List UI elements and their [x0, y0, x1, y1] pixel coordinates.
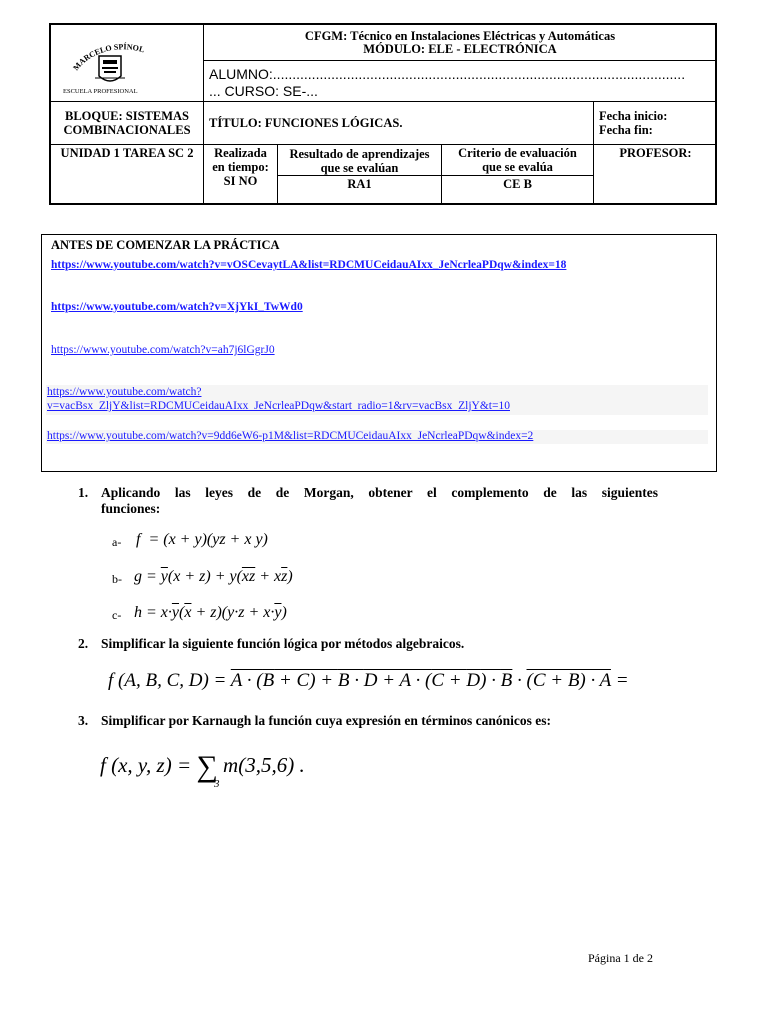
item-b-label: b- — [112, 572, 122, 586]
header-table — [49, 23, 717, 205]
alumno-field[interactable]: ALUMNO:.......................................................................................................... — [209, 66, 686, 82]
resultado-2: que se evalúan — [320, 161, 399, 175]
youtube-link-4-part2[interactable]: v=vacBsx_ZljY&list=RDCMUCeidauAIxx_JeNcrleaPDqw&start_radio=1&rv=vacBsx_ZljY&t=10 — [47, 400, 510, 412]
cfgm-title: CFGM: Técnico en Instalaciones Eléctricas y Automáticas — [304, 29, 616, 43]
svg-text:ESCUELA PROFESIONAL: ESCUELA PROFESIONAL — [63, 88, 138, 95]
school-logo — [59, 31, 199, 103]
page-number: Página 1 de 2 — [588, 951, 653, 965]
q2-number: 2. — [78, 636, 89, 651]
links-heading: ANTES DE COMENZAR LA PRÁCTICA — [51, 238, 280, 252]
bloque-label-1: BLOQUE: SISTEMAS — [65, 109, 189, 123]
equation-b: $g = \overline{y}(x + z) + y(\overline{xz} + x\overline{z})$ — [134, 568, 293, 585]
item-a-label: a- — [112, 535, 122, 549]
youtube-link-2[interactable]: https://www.youtube.com/watch?v=XjYkI_TwWd0 — [51, 301, 303, 313]
q2-text: Simplificar la siguiente función lógica por métodos algebraicos. — [101, 636, 465, 651]
profesor-label: PROFESOR: — [619, 146, 692, 160]
fecha-inicio: Fecha inicio: — [599, 109, 668, 123]
unidad-label: UNIDAD 1 TAREA SC 2 — [60, 146, 194, 160]
criterio-1: Criterio de evaluación — [458, 146, 577, 160]
youtube-link-3[interactable]: https://www.youtube.com/watch?v=ah7j6lGgrJ0 — [51, 344, 275, 356]
ra-value: RA1 — [347, 177, 372, 191]
titulo-label: TÍTULO: FUNCIONES LÓGICAS. — [209, 116, 403, 130]
si-no-options[interactable]: SI NO — [223, 174, 258, 188]
equation-a: f = (x + y)(yz + x y) — [136, 531, 268, 548]
bloque-label-2: COMBINACIONALES — [63, 123, 191, 137]
criterio-2: que se evalúa — [482, 160, 553, 174]
links-box — [41, 234, 717, 472]
equation-c: $h = x\cdot\overline{y}(\overline{x} + z)(y\cdot z + x\cdot\overline{y})$ — [134, 604, 287, 621]
equation-q3: f (x, y, z) = ∑ m(3,5,6) . — [100, 750, 305, 783]
sum-subscript: 3 — [214, 778, 220, 790]
fecha-fin: Fecha fin: — [599, 123, 653, 137]
youtube-link-1[interactable]: https://www.youtube.com/watch?v=vOSCevaytLA&list=RDCMUCeidauAIxx_JeNcrleaPDqw&index=18 — [51, 259, 567, 271]
modulo-title: MÓDULO: ELE - ELECTRÓNICA — [363, 42, 557, 56]
q3-text: Simplificar por Karnaugh la función cuya expresión en términos canónicos es: — [101, 713, 552, 728]
q3-number: 3. — [78, 713, 89, 728]
youtube-link-4-part1[interactable]: https://www.youtube.com/watch? — [47, 386, 202, 398]
equation-q2: f (A, B, C, D) = A · (B + C) + B · D + A · (C + D) · B · (C + B) · A = — [108, 670, 629, 691]
curso-field[interactable]: ... CURSO: SE-... — [209, 83, 318, 99]
resultado-1: Resultado de aprendizajes — [289, 147, 430, 161]
svg-text:MARCELO SPÍNOLA: MARCELO SPÍNOL — [71, 42, 146, 73]
ce-value: CE B — [503, 177, 532, 191]
realizada-1: Realizada — [214, 146, 267, 160]
q1-text-line2: funciones: — [101, 501, 161, 516]
realizada-2: en tiempo: — [212, 160, 269, 174]
item-c-label: c- — [112, 608, 122, 622]
q1-number: 1. — [78, 485, 89, 500]
q1-text-line1: Aplicando las leyes de de Morgan, obtener el complemento de las siguientes — [101, 485, 658, 500]
youtube-link-5[interactable]: https://www.youtube.com/watch?v=9dd6eW6-p1M&list=RDCMUCeidauAIxx_JeNcrleaPDqw&index=2 — [47, 430, 534, 442]
